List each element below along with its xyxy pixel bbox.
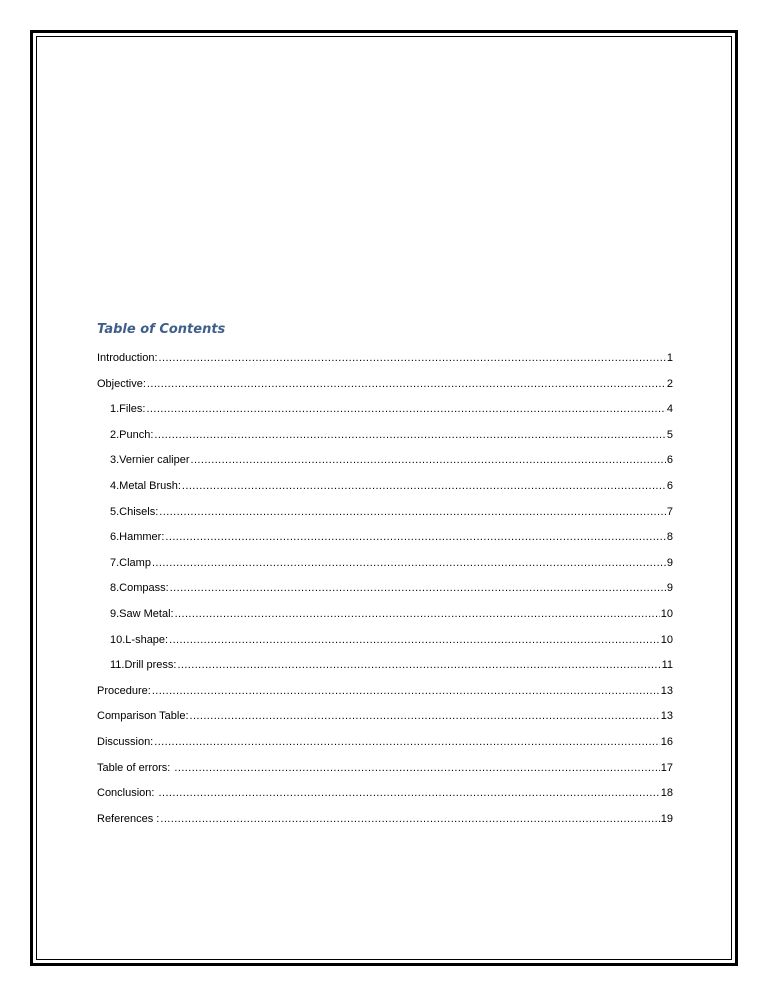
toc-leader-dots bbox=[147, 374, 666, 394]
toc-entry-conclusion[interactable] bbox=[97, 783, 673, 803]
toc-entry-objective[interactable] bbox=[97, 374, 673, 394]
toc-entry-label: 8.Compass: bbox=[110, 582, 169, 595]
toc-entry-saw-metal[interactable] bbox=[110, 604, 673, 624]
toc-entry-page: 9 bbox=[666, 556, 673, 569]
toc-entry-page: 6 bbox=[666, 454, 673, 467]
toc-leader-dots bbox=[182, 476, 666, 496]
toc-entry-label: 5.Chisels: bbox=[110, 505, 159, 518]
toc-entry-references[interactable] bbox=[97, 809, 673, 829]
toc-entry-page: 9 bbox=[666, 582, 673, 595]
toc-entry-page: 13 bbox=[660, 710, 673, 723]
toc-entry-label: 1.Files: bbox=[110, 403, 146, 416]
toc-leader-dots bbox=[152, 681, 660, 701]
toc-entry-files[interactable] bbox=[110, 399, 673, 419]
toc-entry-page: 4 bbox=[666, 403, 673, 416]
toc-entry-label: 7.Clamp bbox=[110, 556, 151, 569]
toc-entry-label: 9.Saw Metal: bbox=[110, 608, 174, 620]
toc-leader-dots bbox=[190, 706, 660, 726]
toc-leader-dots bbox=[159, 783, 660, 803]
toc-entry-label: Procedure: bbox=[97, 684, 151, 697]
toc-leader-dots bbox=[160, 809, 659, 829]
toc-leader-dots bbox=[191, 450, 666, 470]
toc-entry-drill-press[interactable] bbox=[110, 655, 673, 675]
toc-entry-procedure[interactable] bbox=[97, 681, 673, 701]
toc-leader-dots bbox=[154, 732, 660, 752]
toc-leader-dots bbox=[177, 655, 660, 675]
toc-entry-metal-brush[interactable] bbox=[110, 476, 673, 496]
toc-entry-page: 13 bbox=[660, 684, 673, 697]
toc-entry-label: References : bbox=[97, 812, 160, 825]
toc-entry-label: Conclusion: bbox=[97, 787, 158, 800]
toc-entry-page: 11 bbox=[661, 659, 673, 672]
toc-entry-hammer[interactable] bbox=[110, 527, 673, 547]
toc-entry-comparison-table[interactable] bbox=[97, 706, 673, 726]
toc-entry-label: 3.Vernier caliper bbox=[110, 454, 190, 467]
toc-entry-label: 4.Metal Brush: bbox=[110, 480, 181, 492]
toc-entry-discussion[interactable] bbox=[97, 732, 673, 752]
toc-entry-page: 17 bbox=[660, 761, 673, 774]
toc-entry-page: 18 bbox=[660, 787, 673, 800]
toc-leader-dots bbox=[159, 348, 666, 368]
toc-entry-label: Objective: bbox=[97, 377, 146, 390]
toc-entry-page: 7 bbox=[666, 505, 673, 518]
toc-entry-label: Table of errors: bbox=[97, 761, 174, 774]
toc-entry-label: Introduction: bbox=[97, 352, 158, 364]
toc-leader-dots bbox=[169, 630, 660, 650]
toc-entry-page: 5 bbox=[666, 428, 673, 441]
toc-entry-label: Comparison Table: bbox=[97, 710, 189, 723]
toc-entry-page: 10 bbox=[660, 633, 673, 646]
toc-entry-label: 11.Drill press: bbox=[110, 659, 177, 672]
toc-leader-dots bbox=[146, 399, 665, 419]
toc-leader-dots bbox=[159, 502, 666, 522]
toc-entry-page: 6 bbox=[666, 480, 673, 492]
toc-entry-page: 8 bbox=[666, 531, 673, 544]
toc-entry-page: 19 bbox=[660, 812, 673, 825]
toc-leader-dots bbox=[174, 758, 659, 778]
toc-entry-label: 10.L-shape: bbox=[110, 633, 169, 646]
toc-entry-table-of-errors[interactable] bbox=[97, 758, 673, 778]
toc-leader-dots bbox=[175, 604, 660, 624]
toc-entry-page: 16 bbox=[660, 736, 673, 748]
toc-entry-page: 10 bbox=[660, 608, 673, 620]
toc-entry-punch[interactable] bbox=[110, 425, 673, 445]
toc-entry-page: 1 bbox=[666, 352, 673, 364]
toc-entry-l-shape[interactable] bbox=[110, 630, 673, 650]
toc-heading: Table of Contents bbox=[97, 322, 226, 337]
toc-entry-clamp[interactable] bbox=[110, 553, 673, 573]
toc-leader-dots bbox=[165, 527, 665, 547]
toc-entry-label: 2.Punch: bbox=[110, 428, 154, 441]
toc-entry-introduction[interactable] bbox=[97, 348, 673, 368]
toc-entry-label: 6.Hammer: bbox=[110, 531, 165, 544]
toc-leader-dots bbox=[170, 578, 666, 598]
toc-leader-dots bbox=[154, 425, 665, 445]
toc-leader-dots bbox=[152, 553, 666, 573]
toc-entry-compass[interactable] bbox=[110, 578, 673, 598]
toc-entry-page: 2 bbox=[666, 377, 673, 390]
toc-entry-label: Discussion: bbox=[97, 736, 154, 748]
toc-entry-chisels[interactable] bbox=[110, 502, 673, 522]
toc-entry-vernier-caliper[interactable] bbox=[110, 450, 673, 470]
